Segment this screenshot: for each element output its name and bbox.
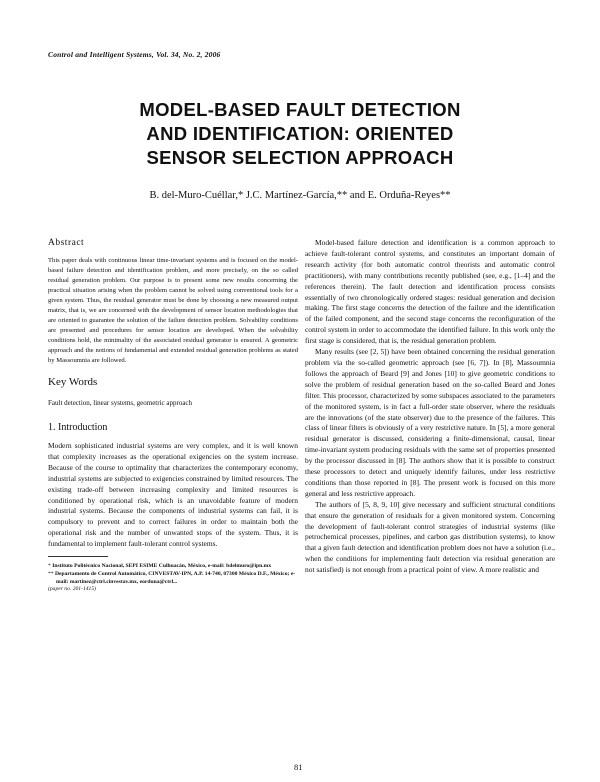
body-paragraph: The authors of [5, 8, 9, 10] give necessary and sufficient structural conditions that ensure the generation of residuals for a given monitored system. Concerning the development of fault-tolerant control strategies of industrial systems (like petrochemical processes, pipelines, and carbon gas distribution systems), to know that a given fault detection and identification problem does not have a solution (i.e., when the conditions for implementing fault detection via residual generation are not satisfied) is not enough from a practical point of view. A more realistic and	[305, 499, 555, 575]
paper-title	[40, 98, 560, 170]
title-line: MODEL-BASED FAULT DETECTION	[139, 99, 461, 120]
running-head: Control and Intelligent Systems, Vol. 34, No. 2, 2006	[48, 50, 221, 59]
footnote-mark: *	[48, 563, 51, 570]
body-paragraph: Model-based failure detection and identification is a common approach to achieve fault-tolerant control systems, and constitutes an important domain of research activity (for both automatic control theorists and automatic control practitioners), with many contributions recently published (see, e.g., [1–4] and the references therein). The fault detection and identification process consists essentially of two chronologically ordered stages: residual generation and decision making. The first stage concerns the detection of the failure and the identification of the failed component, and the second stage concerns the reconfiguration of the control system in order to accommodate the identified failure. In this work only the first stage is considered, that is, the residual generation problem.	[305, 238, 555, 346]
footnote-affiliation: Departamento de Control Automático, CINVESTAV-IPN, A.P. 14-740, 07300 México D.F., México;	[55, 570, 290, 577]
keywords-text: Fault detection, linear systems, geometric approach	[48, 399, 193, 407]
footnote-contact: e-mail: martinez@ctrl.cinvestav.mx, eorduna@ctrl...	[56, 570, 296, 585]
footnote	[48, 571, 298, 587]
abstract-heading: Abstract	[48, 238, 85, 248]
abstract-text: This paper deals with continuous linear time-invariant systems and is focused on the model-based failure detection and identification problem, and more precisely, on the so called residual generation problem. Our purpose is to present some new results concerning the practical situation arising when the problem cannot be solved using conventional tools for a given system. Thus, the residual generator must be done by choosing a new measured output matrix, that is, we are concerned with the development of sensor location methodologies that are oriented to guarantee the solution of the failure detection problem. Solvability conditions are presented and procedures for sensor location are developed. When the solvability conditions hold, the minimality of the associated residual generator is ensured. A geometric approach and the notions of fundamental and extended residual generation problems as stated by Massoumnia are followed.	[48, 257, 298, 364]
footnote-divider	[48, 556, 108, 557]
right-column	[305, 238, 555, 576]
title-line: SENSOR SELECTION APPROACH	[146, 147, 454, 168]
paper-number: (paper no. 201-1415)	[48, 586, 97, 593]
body-paragraph: Many results (see [2, 5]) have been obtained concerning the residual generation problem via the so-called geometric approach (see [6, 7]). In [8], Massoumnia follows the approach of Beard [9] and Jones [10] to give geometric conditions to solve the problem of residual generation based on the so-called Beard and Jones filter. This processor, characterized by some subspaces associated to the parameters of the monitored system, is in fact a full-order state observer, where the residuals are the innovations (of the state observer) due to the presence of the failures. This class of linear filters is obviously of a very restrictive nature. In [5], a more general residual generator is discussed, considering a finite-dimensional, causal, linear time-invariant system producing residuals with the same set of properties presented by the processor discussed in [8]. The authors show that it is possible to construct these processors to detect and uniquely identify failures, under less restrictive conditions than those reported in [8]. The present work is focused on this more general and less restrictive approach.	[305, 347, 555, 498]
page-number: 81	[294, 762, 303, 772]
footnote-mark: **	[48, 570, 54, 577]
footnote-affiliation: Instituto Politécnico Nacional, SEPI ESIME Culhuacán, México,	[52, 563, 207, 570]
keywords-heading: Key Words	[48, 376, 98, 388]
introduction-heading: 1. Introduction	[48, 422, 108, 433]
authors: B. del-Muro-Cuéllar,* J.C. Martínez-García,** and E. Orduña-Reyes**	[149, 190, 451, 201]
footnote-contact: e-mail: bdelmuro@ipn.mx	[207, 563, 272, 570]
introduction-text: Modern sophisticated industrial systems are very complex, and it is well known that complexity increases as the operational exigencies on the system increase. Because of the course to optimality that characterizes the contemporary economy, industrial systems are subjected to exigencies constrained by limited resources. The existing trade-off between increasing complexity and limited resources is conditioned by operational risk, which is an unavoidable feature of modern industrial systems. Because the components of industrial systems can fail, it is compulsory to prevent and to correct failures in order to maintain both the operational risk and the number of unwanted stops of the system. Thus, it is fundamental to implement fault-tolerant control systems.	[48, 441, 298, 549]
left-column	[48, 238, 298, 594]
title-line: AND IDENTIFICATION: ORIENTED	[146, 123, 454, 144]
footnote	[48, 563, 298, 571]
